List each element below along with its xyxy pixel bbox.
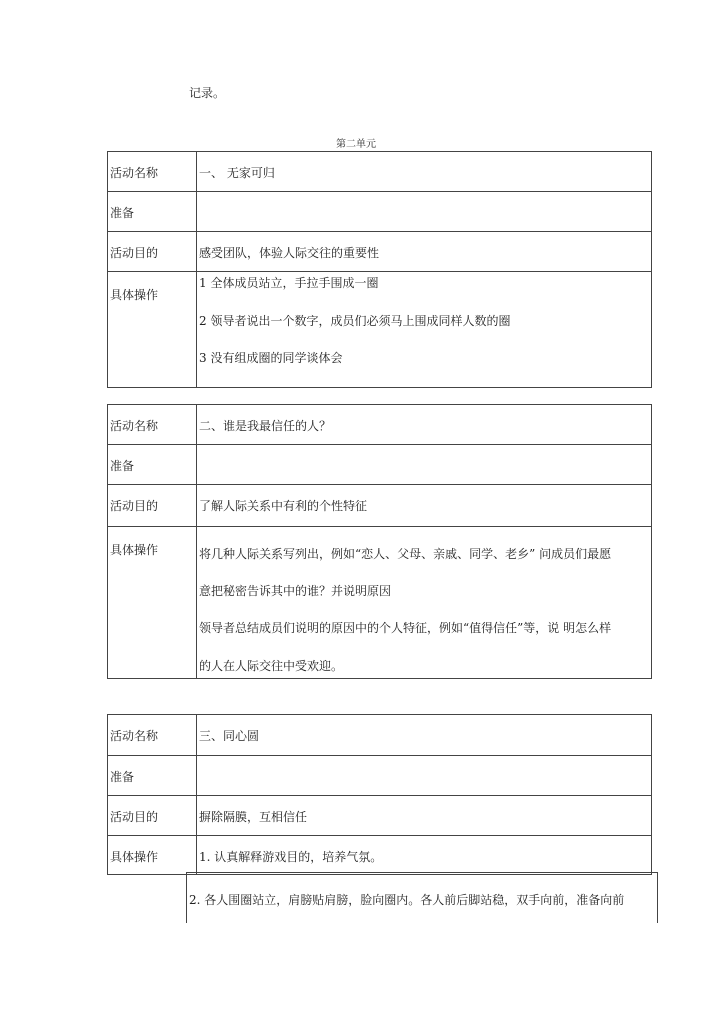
activity-operations xyxy=(197,527,652,679)
activity-preparation xyxy=(197,756,652,796)
activity-goal: 感受团队，体验人际交往的重要性 xyxy=(197,232,652,272)
activity-table-3 xyxy=(107,714,652,875)
activity-name: 二、谁是我最信任的人？ xyxy=(197,405,652,445)
operation-step: 将几种人际关系写列出，例如“恋人、父母、亲戚、同学、老乡” 问成员们最愿 xyxy=(199,547,612,561)
continued-table-fragment xyxy=(186,872,658,923)
label-preparation: 准备 xyxy=(108,192,197,232)
operation-step: 意把秘密告诉其中的谁？并说明原因 xyxy=(199,584,392,598)
activity-goal: 摒除隔膜，互相信任 xyxy=(197,796,652,836)
operation-step: 1. 认真解释游戏目的，培养气氛。 xyxy=(199,850,383,864)
label-activity-name: 活动名称 xyxy=(108,715,197,756)
continued-step: 2. 各人围圈站立，肩膀贴肩膀，脸向圈内。各人前后脚站稳，双手向前，准备向前 xyxy=(189,893,625,907)
activity-name: 三、同心圆 xyxy=(197,715,652,756)
operation-step: 3 没有组成圈的同学谈体会 xyxy=(199,351,343,365)
label-activity-name: 活动名称 xyxy=(108,152,197,192)
label-activity-name: 活动名称 xyxy=(108,405,197,445)
activity-table-2 xyxy=(107,404,652,679)
activity-operations xyxy=(197,272,652,388)
intro-text: 记录。 xyxy=(189,86,226,100)
label-preparation: 准备 xyxy=(108,445,197,485)
operation-step: 的人在人际交往中受欢迎。 xyxy=(199,659,344,673)
label-goal: 活动目的 xyxy=(108,796,197,836)
activity-table-1 xyxy=(107,151,652,388)
label-goal: 活动目的 xyxy=(108,485,197,527)
operation-step: 领导者总结成员们说明的原因中的个人特征，例如“值得信任”等，说 明怎么样 xyxy=(199,621,612,635)
activity-goal: 了解人际关系中有利的个性特征 xyxy=(197,485,652,527)
label-operations: 具体操作 xyxy=(108,836,197,875)
label-preparation: 准备 xyxy=(108,756,197,796)
activity-preparation xyxy=(197,192,652,232)
label-operations: 具体操作 xyxy=(108,272,197,388)
label-goal: 活动目的 xyxy=(108,232,197,272)
activity-operations xyxy=(197,836,652,875)
unit-title: 第二单元 xyxy=(336,139,376,150)
activity-name: 一、 无家可归 xyxy=(197,152,652,192)
activity-preparation xyxy=(197,445,652,485)
label-operations: 具体操作 xyxy=(108,527,197,679)
operation-step: 1 全体成员站立，手拉手围成一圈 xyxy=(199,276,379,290)
operation-step: 2 领导者说出一个数字，成员们必须马上围成同样人数的圈 xyxy=(199,314,511,328)
